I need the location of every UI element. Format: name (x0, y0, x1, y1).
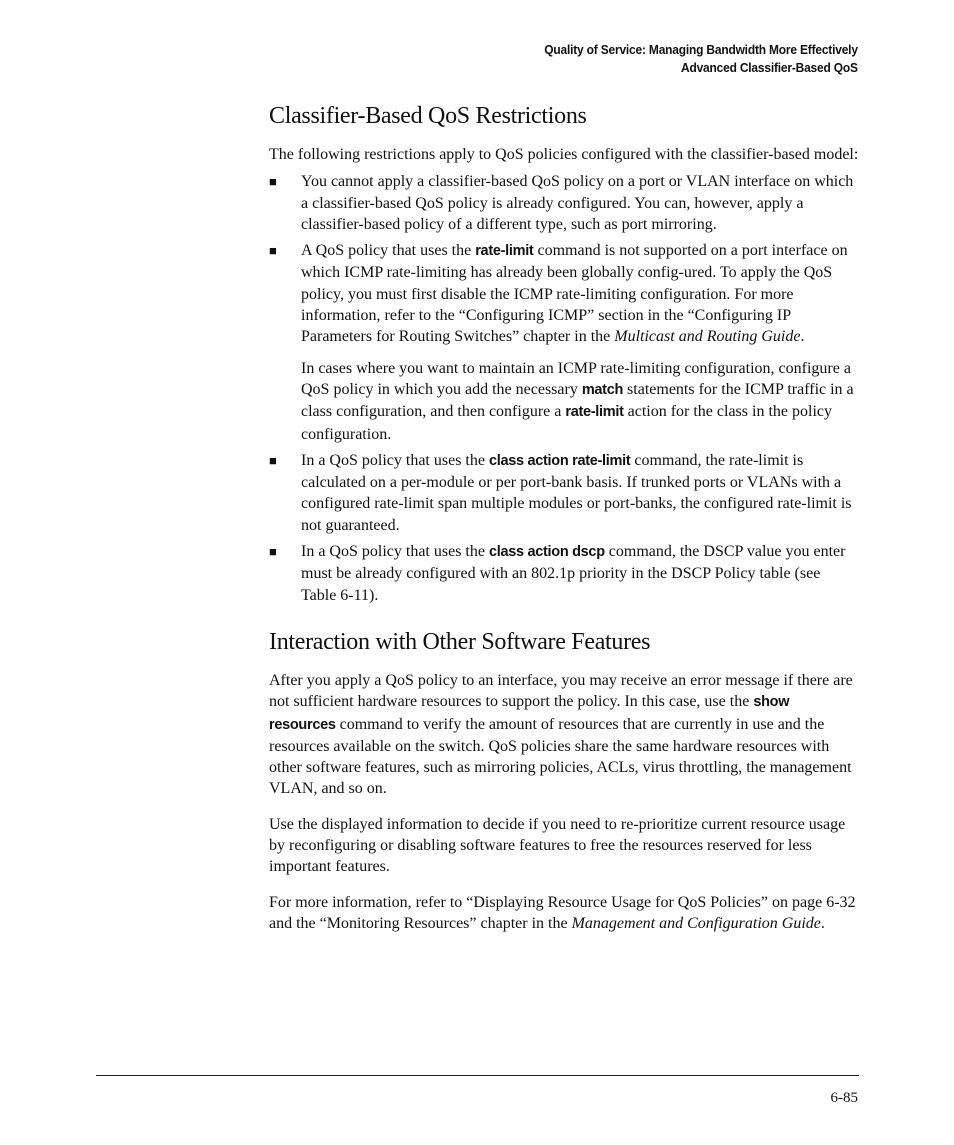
footer-divider (96, 1075, 859, 1076)
list-item-text: In a QoS policy that uses the class action dscp command, the DSCP value you enter must be already configured with an 802.1p priority in the DSCP Policy table (see Table 6-11). (301, 543, 846, 604)
list-item (269, 171, 859, 235)
book-title: Management and Configuration Guide (571, 914, 821, 932)
list-item (269, 450, 859, 536)
list-item (269, 240, 859, 445)
book-title: Multicast and Routing Guide (614, 328, 801, 346)
section-heading-interaction: Interaction with Other Software Features (269, 628, 651, 655)
interaction-paragraph-2: Use the displayed information to decide if you need to re-prioritize current resource usage by reconfiguring or disabling software features to free the resources reserved for less important features. (269, 815, 846, 876)
running-header-section: Advanced Classifier-Based QoS (681, 60, 858, 75)
page-body (269, 100, 859, 934)
command-keyword: rate-limit (475, 243, 534, 260)
running-header (544, 41, 858, 77)
list-item-text: You cannot apply a classifier-based QoS policy on a port or VLAN interface on which a classifier-based QoS policy is already configured. You can, however, apply a classifier-based policy of a different type, such as port mirroring. (301, 173, 854, 233)
interaction-paragraph-1: After you apply a QoS policy to an interface, you may receive an error message if there are not sufficient hardware resources to support the policy. In this case, use the show resources command to verify the amount of resources that are currently in use and the resources available on the switch. QoS policies share the same hardware resources with other software features, such as mirroring policies, ACLs, virus throttling, the management VLAN, and so on. (269, 671, 853, 798)
bullet-square-icon: ■ (269, 174, 277, 190)
list-item-subparagraph: In cases where you want to maintain an ICMP rate-limiting configuration, configure a QoS policy in which you add the necessary match statements for the ICMP traffic in a class configuration, and then configure a rate-limit action for the class in the policy configuration. (301, 359, 854, 443)
bullet-square-icon: ■ (269, 544, 277, 560)
section-heading-restrictions: Classifier-Based QoS Restrictions (269, 103, 587, 129)
page-number: 6-85 (830, 1090, 858, 1106)
bullet-square-icon: ■ (269, 243, 277, 259)
list-item (269, 541, 859, 606)
list-item-text: A QoS policy that uses the rate-limit command is not supported on a port interface on which ICMP rate-limiting has already been globally config-ured. To apply the QoS policy, you must first disable the ICMP rate-limiting configuration. For more information, refer to the “Configuring ICMP” section in the “Configuring IP Parameters for Routing Switches” chapter in the Multicast and Routing Guide. (301, 242, 848, 346)
command-keyword: match (581, 381, 624, 398)
list-item-text: In a QoS policy that uses the class action rate-limit command, the rate-limit is calculated on a per-module or per port-bank basis. If trunked ports or VLANs with a configured rate-limit span multiple modules or port-banks, the configured rate-limit is not guaranteed. (301, 451, 852, 534)
restrictions-intro: The following restrictions apply to QoS policies configured with the classifier-based model: (269, 146, 859, 163)
command-keyword: class action dscp (488, 544, 605, 561)
command-keyword: class action rate-limit (488, 452, 631, 469)
restrictions-list (269, 171, 859, 606)
command-keyword: rate-limit (565, 404, 624, 421)
command-keyword: show resources (269, 694, 790, 733)
bullet-square-icon: ■ (269, 452, 277, 468)
running-header-chapter: Quality of Service: Managing Bandwidth More Effectively (544, 42, 858, 57)
interaction-paragraph-3: For more information, refer to “Displaying Resource Usage for QoS Policies” on page 6-32 and the “Monitoring Resources” chapter in the Management and Configuration Guide. (269, 893, 856, 932)
